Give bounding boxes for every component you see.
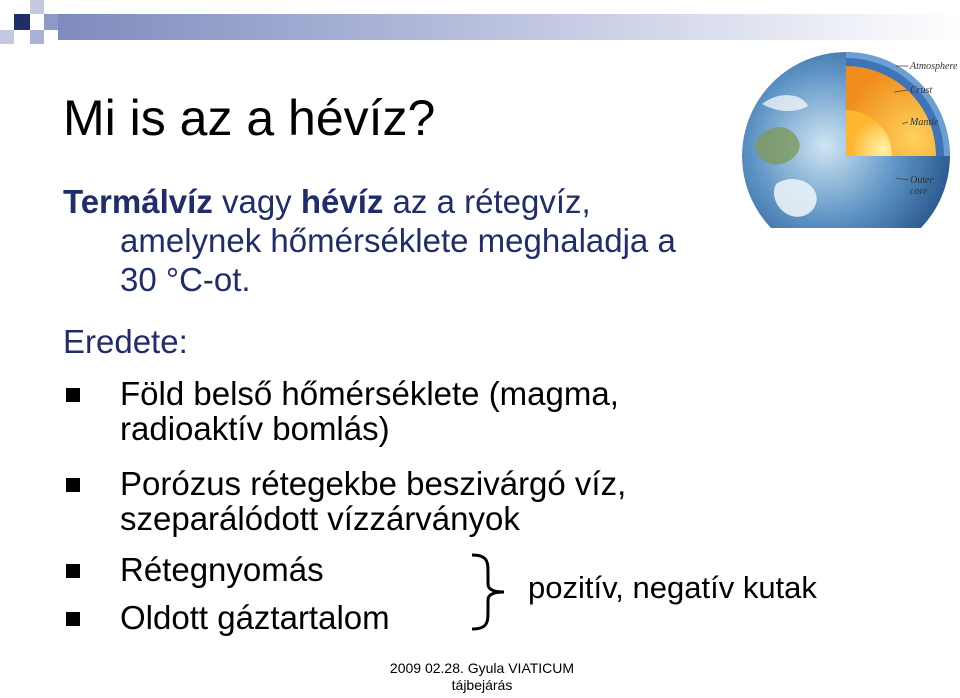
definition-line: amelynek hőmérséklete meghaladja a	[120, 222, 676, 259]
square-bullet-icon	[66, 564, 80, 578]
list-item-line: Oldott gáztartalom	[120, 599, 390, 636]
list-item-line: Rétegnyomás	[120, 551, 324, 588]
definition-line	[63, 182, 676, 221]
earth-label: Mantle	[910, 117, 939, 128]
deco-square	[30, 0, 44, 14]
list-item-text	[120, 376, 619, 446]
earth-layers-diagram	[736, 44, 960, 228]
earth-label: core	[910, 186, 928, 197]
deco-square	[30, 30, 44, 44]
deco-square	[0, 30, 14, 44]
definition-paragraph	[63, 182, 676, 299]
definition-text: az a rétegvíz,	[383, 183, 591, 220]
definition-line: 30 °C-ot.	[120, 261, 251, 298]
earth-label: Crust	[910, 85, 933, 96]
origin-heading: Eredete:	[63, 323, 188, 360]
slide-footer	[360, 660, 604, 694]
earth-label: Atmosphere	[910, 61, 958, 72]
brace-label: pozitív, negatív kutak	[528, 570, 817, 605]
square-bullet-icon	[66, 388, 80, 402]
list-item-line: radioaktív bomlás)	[120, 410, 390, 447]
list-item-line: Föld belső hőmérséklete (magma,	[120, 375, 619, 412]
footer-line: 2009 02.28. Gyula VIATICUM	[389, 660, 575, 676]
list-item-text	[120, 466, 626, 536]
term-termalviz: Termálvíz	[63, 183, 213, 220]
term-heviz: hévíz	[300, 183, 384, 220]
curly-brace-icon	[468, 552, 508, 632]
square-bullet-icon	[66, 612, 80, 626]
deco-square	[44, 14, 58, 30]
footer-line: tájbejárás	[451, 677, 513, 693]
square-bullet-icon	[66, 478, 80, 492]
deco-square	[14, 14, 30, 30]
list-item-line: szeparálódott vízzárványok	[120, 500, 520, 537]
slide-title: Mi is az a hévíz?	[63, 90, 436, 146]
earth-label: Outer	[910, 175, 934, 186]
definition-text: vagy	[212, 183, 301, 220]
list-item-text	[120, 600, 390, 635]
list-item-text	[120, 552, 324, 587]
list-item-line: Porózus rétegekbe beszivárgó víz,	[120, 465, 627, 502]
header-gradient-bar	[58, 14, 960, 40]
